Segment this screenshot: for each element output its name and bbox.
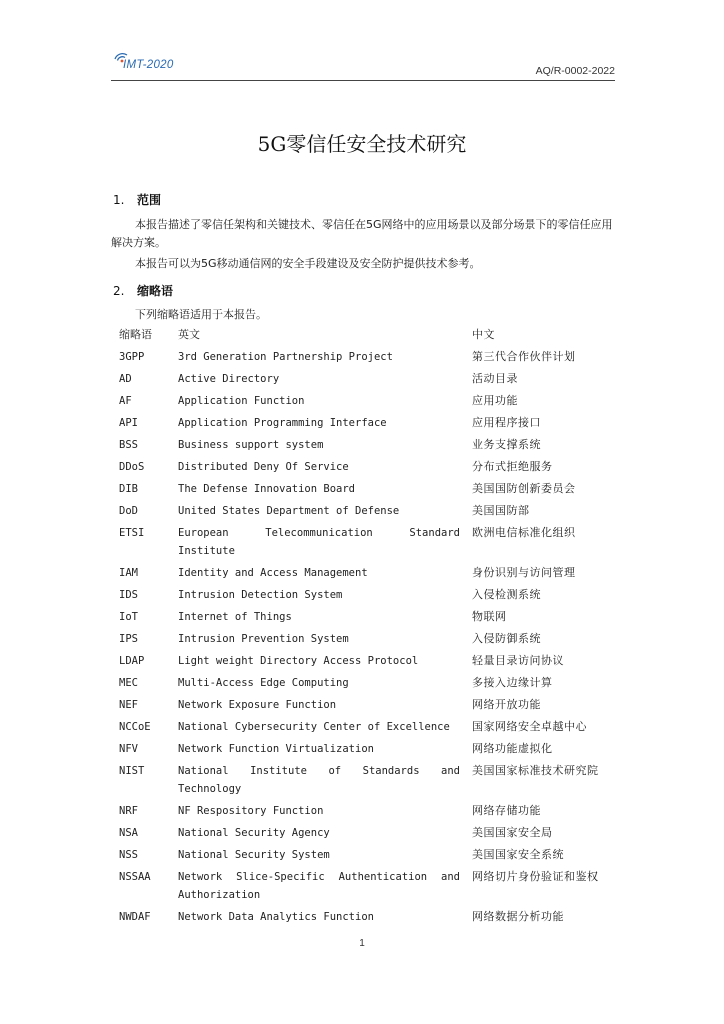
chinese-cell: 活动目录 bbox=[472, 372, 518, 385]
abbr-cell: LDAP bbox=[119, 655, 145, 667]
english-cell: Network Exposure Function bbox=[178, 699, 337, 711]
chinese-cell: 美国国防创新委员会 bbox=[472, 482, 576, 495]
abbr-cell: AD bbox=[119, 373, 132, 385]
chinese-cell: 网络功能虚拟化 bbox=[472, 742, 553, 755]
english-cell: National Institute of Standards and Technology bbox=[178, 765, 460, 795]
scope-paragraph-2: 本报告可以为5G移动通信网的安全手段建设及安全防护提供技术参考。 bbox=[135, 257, 481, 270]
document-title: 5G零信任安全技术研究 bbox=[257, 132, 467, 156]
abbr-cell: NWDAF bbox=[119, 911, 151, 923]
table-row bbox=[119, 696, 604, 718]
chinese-cell: 国家网络安全卓越中心 bbox=[472, 720, 587, 733]
abbr-cell: DIB bbox=[119, 483, 138, 495]
document-code: AQ/R-0002-2022 bbox=[535, 65, 615, 77]
english-cell: Network Slice-Specific Authentication and Authorization bbox=[178, 871, 460, 901]
table-row bbox=[119, 674, 604, 696]
table-row bbox=[119, 370, 604, 392]
english-cell: The Defense Innovation Board bbox=[178, 483, 356, 495]
english-cell: Intrusion Prevention System bbox=[178, 633, 349, 645]
abbr-cell: BSS bbox=[119, 439, 138, 451]
abbr-cell: NSA bbox=[119, 827, 138, 839]
english-cell: Business support system bbox=[178, 439, 324, 451]
table-row bbox=[119, 480, 604, 502]
table-row bbox=[119, 524, 604, 564]
chinese-cell: 美国国防部 bbox=[472, 504, 530, 517]
table-row bbox=[119, 846, 604, 868]
table-row bbox=[119, 824, 604, 846]
table-row bbox=[119, 586, 604, 608]
header-chinese: 中文 bbox=[472, 328, 495, 341]
abbr-cell: NSSAA bbox=[119, 871, 151, 883]
english-cell: Identity and Access Management bbox=[178, 567, 368, 579]
table-row bbox=[119, 436, 604, 458]
chinese-cell: 美国国家安全系统 bbox=[472, 848, 564, 861]
english-cell: National Security System bbox=[178, 849, 330, 861]
table-row bbox=[119, 608, 604, 630]
table-row bbox=[119, 564, 604, 586]
english-cell: Multi-Access Edge Computing bbox=[178, 677, 349, 689]
table-row bbox=[119, 802, 604, 824]
chinese-cell: 分布式拒绝服务 bbox=[472, 460, 553, 473]
abbr-cell: MEC bbox=[119, 677, 138, 689]
chinese-cell: 应用程序接口 bbox=[472, 416, 541, 429]
english-cell: National Security Agency bbox=[178, 827, 330, 839]
english-cell: Application Programming Interface bbox=[178, 417, 387, 429]
english-cell: Network Data Analytics Function bbox=[178, 911, 374, 923]
chinese-cell: 身份识别与访问管理 bbox=[472, 566, 576, 579]
chinese-cell: 网络数据分析功能 bbox=[472, 910, 564, 923]
english-cell: Application Function bbox=[178, 395, 305, 407]
table-row bbox=[119, 392, 604, 414]
abbreviations-table bbox=[119, 326, 604, 930]
scope-paragraph-1: 本报告描述了零信任架构和关键技术、零信任在5G网络中的应用场景以及部分场景下的零信任应用解决方案。 bbox=[111, 218, 613, 249]
chinese-cell: 多接入边缘计算 bbox=[472, 676, 553, 689]
abbr-cell: API bbox=[119, 417, 138, 429]
chinese-cell: 网络开放功能 bbox=[472, 698, 541, 711]
table-row bbox=[119, 652, 604, 674]
table-row bbox=[119, 458, 604, 480]
english-cell: United States Department of Defense bbox=[178, 505, 400, 517]
chinese-cell: 物联网 bbox=[472, 610, 507, 623]
chinese-cell: 美国国家安全局 bbox=[472, 826, 553, 839]
logo-text: IMT-2020 bbox=[123, 59, 174, 71]
table-header-row bbox=[119, 326, 604, 348]
abbr-cell: NCCoE bbox=[119, 721, 151, 733]
english-cell: National Cybersecurity Center of Excellence bbox=[178, 721, 450, 733]
table-row bbox=[119, 630, 604, 652]
chinese-cell: 轻量目录访问协议 bbox=[472, 654, 564, 667]
english-cell: Intrusion Detection System bbox=[178, 589, 343, 601]
english-cell: Distributed Deny Of Service bbox=[178, 461, 349, 473]
chinese-cell: 美国国家标准技术研究院 bbox=[472, 764, 599, 777]
abbr-cell: IAM bbox=[119, 567, 138, 579]
table-row bbox=[119, 348, 604, 370]
abbr-cell: DDoS bbox=[119, 461, 145, 473]
abbreviations-intro: 下列缩略语适用于本报告。 bbox=[135, 308, 267, 321]
abbr-cell: DoD bbox=[119, 505, 138, 517]
section-number: 2. bbox=[113, 284, 125, 298]
abbr-cell: 3GPP bbox=[119, 351, 145, 363]
section-name: 范围 bbox=[137, 193, 162, 207]
chinese-cell: 业务支撑系统 bbox=[472, 438, 541, 451]
table-row bbox=[119, 414, 604, 436]
table-row bbox=[119, 762, 604, 802]
chinese-cell: 网络存储功能 bbox=[472, 804, 541, 817]
english-cell: NF Respository Function bbox=[178, 805, 324, 817]
abbr-cell: NRF bbox=[119, 805, 138, 817]
abbr-cell: IoT bbox=[119, 611, 138, 623]
section-name: 缩略语 bbox=[137, 284, 174, 298]
table-row bbox=[119, 718, 604, 740]
english-cell: Internet of Things bbox=[178, 611, 292, 623]
page-number: 1 bbox=[359, 938, 365, 949]
section-number: 1. bbox=[113, 193, 125, 207]
section-heading-scope bbox=[113, 191, 161, 208]
abbr-cell: NIST bbox=[119, 765, 145, 777]
table-row bbox=[119, 868, 604, 908]
chinese-cell: 欧洲电信标准化组织 bbox=[472, 526, 576, 539]
chinese-cell: 应用功能 bbox=[472, 394, 518, 407]
header-divider bbox=[111, 80, 615, 81]
english-cell: 3rd Generation Partnership Project bbox=[178, 351, 393, 363]
abbr-cell: AF bbox=[119, 395, 132, 407]
chinese-cell: 入侵检测系统 bbox=[472, 588, 541, 601]
abbr-cell: IDS bbox=[119, 589, 138, 601]
english-cell: European Telecommunication Standard Institute bbox=[178, 527, 460, 557]
english-cell: Active Directory bbox=[178, 373, 280, 385]
table-row bbox=[119, 740, 604, 762]
imt2020-logo bbox=[113, 52, 193, 78]
header-english: 英文 bbox=[178, 328, 200, 341]
header-abbr: 缩略语 bbox=[119, 328, 152, 341]
abbr-cell: IPS bbox=[119, 633, 138, 645]
chinese-cell: 第三代合作伙伴计划 bbox=[472, 350, 576, 363]
english-cell: Light weight Directory Access Protocol bbox=[178, 655, 419, 667]
table-row bbox=[119, 908, 604, 930]
abbr-cell: NEF bbox=[119, 699, 138, 711]
table-row bbox=[119, 502, 604, 524]
abbr-cell: NSS bbox=[119, 849, 138, 861]
english-cell: Network Function Virtualization bbox=[178, 743, 374, 755]
abbr-cell: ETSI bbox=[119, 527, 145, 539]
abbr-cell: NFV bbox=[119, 743, 138, 755]
section-heading-abbreviations bbox=[113, 282, 173, 299]
chinese-cell: 入侵防御系统 bbox=[472, 632, 541, 645]
chinese-cell: 网络切片身份验证和鉴权 bbox=[472, 870, 599, 883]
